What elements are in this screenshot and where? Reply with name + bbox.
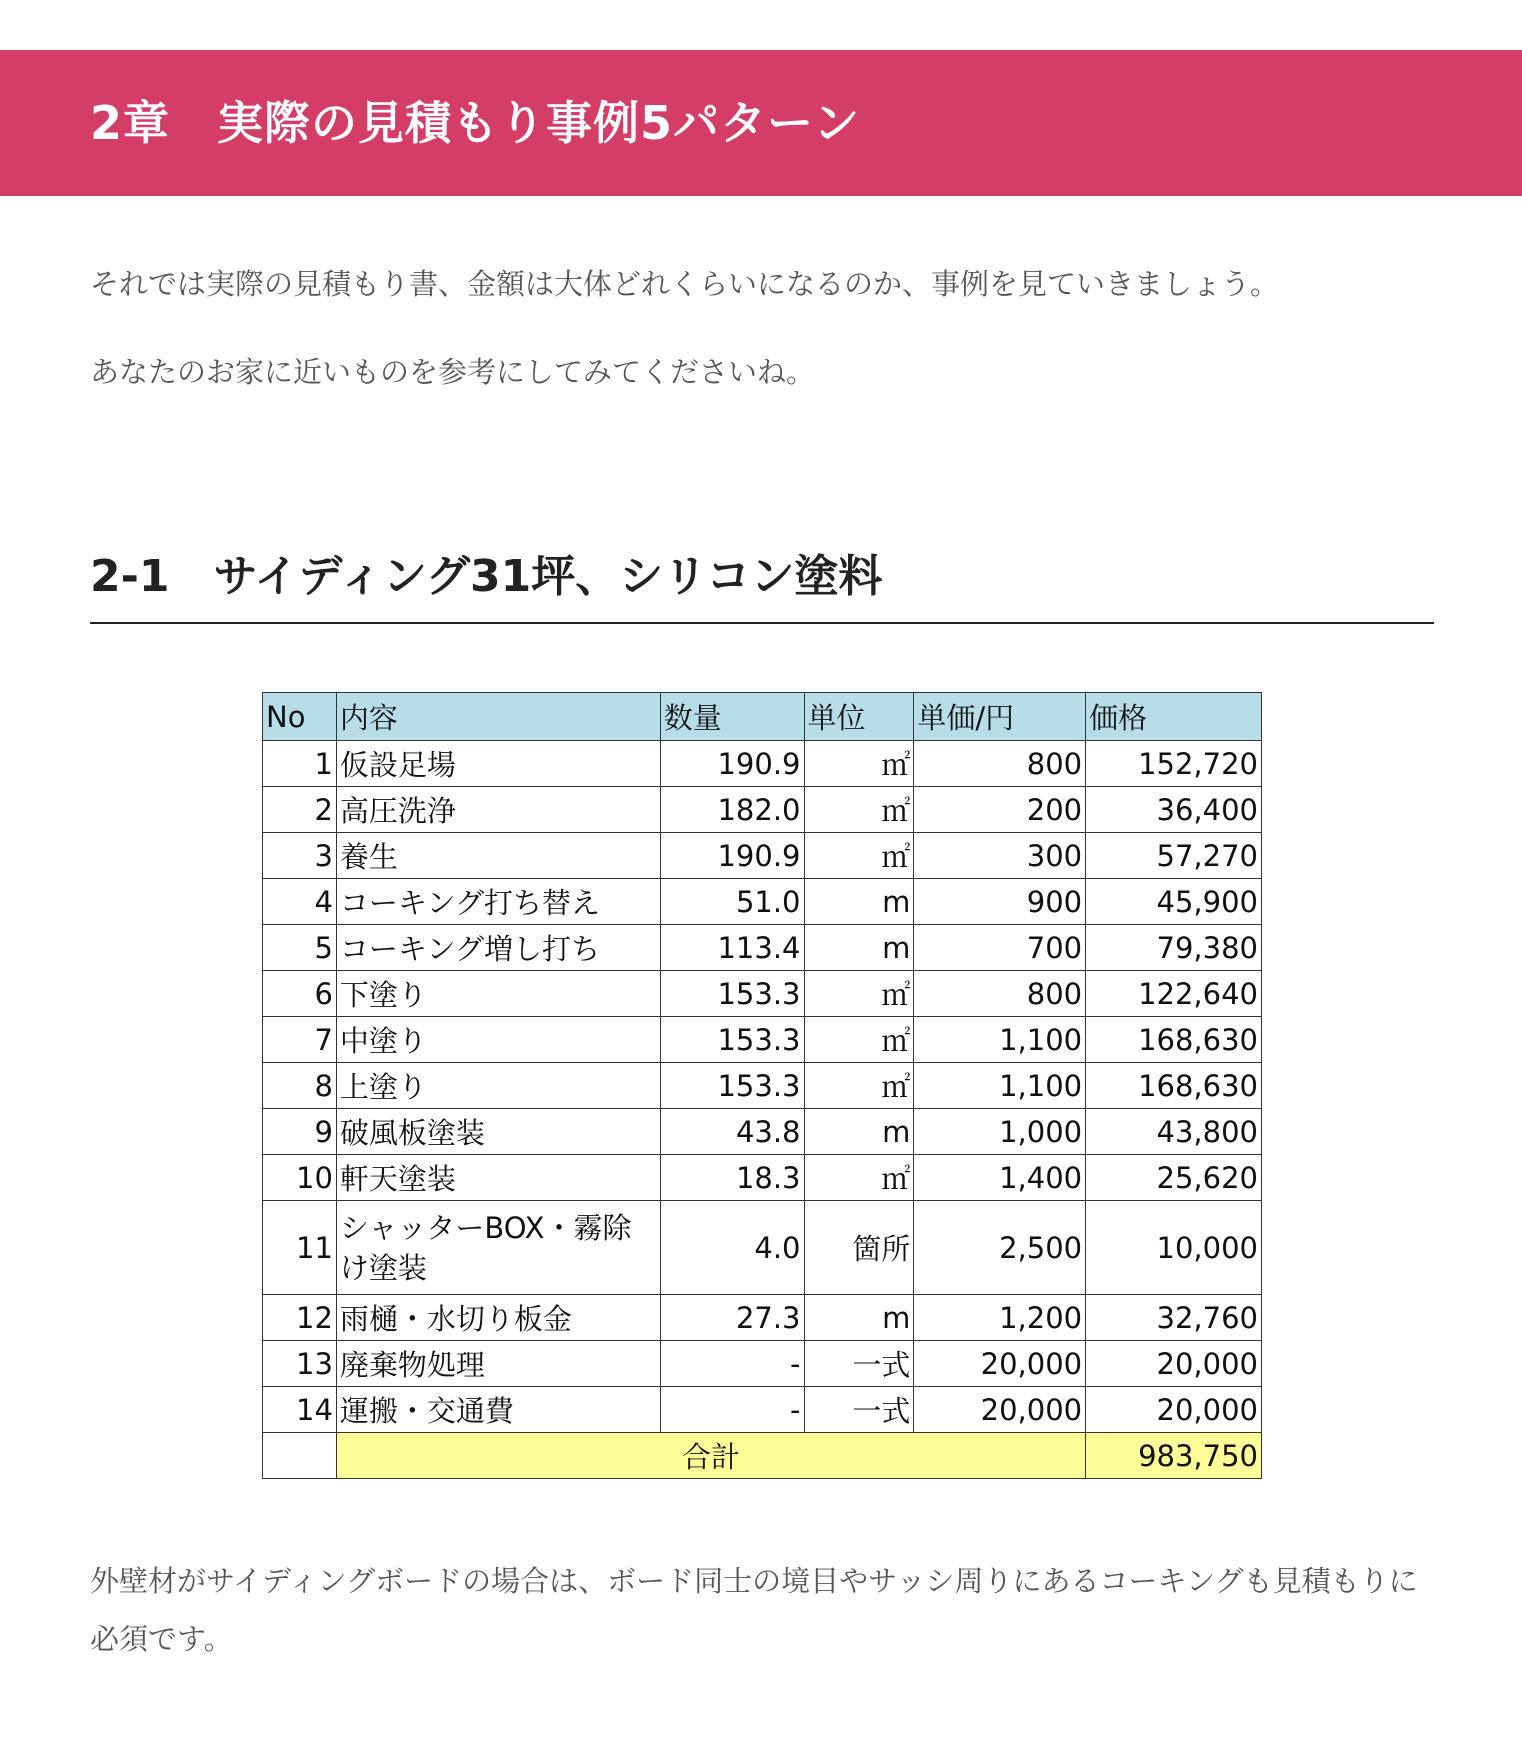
row-unit: ㎡	[804, 1017, 914, 1063]
table-row	[263, 1017, 1262, 1063]
row-quantity: 51.0	[660, 879, 804, 925]
table-row	[263, 1295, 1262, 1341]
row-unit: m	[804, 925, 914, 971]
row-content: 下塗り	[336, 971, 660, 1017]
row-unit: ㎡	[804, 741, 914, 787]
row-unit: ㎡	[804, 971, 914, 1017]
table-row	[263, 1341, 1262, 1387]
row-unit-price: 1,100	[914, 1063, 1086, 1109]
table-row	[263, 1387, 1262, 1433]
row-price: 43,800	[1086, 1109, 1262, 1155]
note-paragraph: 外壁材がサイディングボードの場合は、ボード同士の境目やサッシ周りにあるコーキングも見積もりに必須です。	[90, 1564, 1418, 1656]
header-content: 内容	[336, 693, 660, 741]
row-unit-price: 200	[914, 787, 1086, 833]
header-unit-price: 単価/円	[914, 693, 1086, 741]
row-content: 中塗り	[336, 1017, 660, 1063]
row-no: 7	[263, 1017, 337, 1063]
row-quantity: 113.4	[660, 925, 804, 971]
row-unit-price: 700	[914, 925, 1086, 971]
row-unit: ㎡	[804, 833, 914, 879]
row-no: 3	[263, 833, 337, 879]
row-unit: ㎡	[804, 1063, 914, 1109]
row-quantity: 153.3	[660, 971, 804, 1017]
row-no: 13	[263, 1341, 337, 1387]
row-unit: 一式	[804, 1341, 914, 1387]
row-unit-price: 800	[914, 971, 1086, 1017]
row-quantity: -	[660, 1387, 804, 1433]
table-header-row	[263, 693, 1262, 741]
header-quantity: 数量	[660, 693, 804, 741]
row-content: 廃棄物処理	[336, 1341, 660, 1387]
row-no: 12	[263, 1295, 337, 1341]
row-unit: 一式	[804, 1387, 914, 1433]
chapter-banner	[0, 50, 1522, 196]
row-quantity: 4.0	[660, 1201, 804, 1295]
intro-paragraph-1: それでは実際の見積もり書、金額は大体どれくらいになるのか、事例を見ていきましょう。	[90, 267, 1280, 301]
row-quantity: 153.3	[660, 1017, 804, 1063]
row-unit-price: 900	[914, 879, 1086, 925]
total-label: 合計	[336, 1433, 1085, 1479]
row-no: 1	[263, 741, 337, 787]
table-total-row	[263, 1433, 1262, 1479]
row-no: 5	[263, 925, 337, 971]
header-unit: 単位	[804, 693, 914, 741]
row-content: 上塗り	[336, 1063, 660, 1109]
row-unit: ㎡	[804, 787, 914, 833]
row-no: 6	[263, 971, 337, 1017]
row-unit: 箇所	[804, 1201, 914, 1295]
row-content: 運搬・交通費	[336, 1387, 660, 1433]
row-quantity: 18.3	[660, 1155, 804, 1201]
table-row	[263, 1063, 1262, 1109]
chapter-title: 2章 実際の見積もり事例5パターン	[90, 96, 861, 150]
total-blank-cell	[263, 1433, 337, 1479]
row-price: 152,720	[1086, 741, 1262, 787]
row-unit-price: 800	[914, 741, 1086, 787]
row-unit: m	[804, 1109, 914, 1155]
table-row	[263, 879, 1262, 925]
row-unit: ㎡	[804, 1155, 914, 1201]
row-price: 57,270	[1086, 833, 1262, 879]
table-row	[263, 1201, 1262, 1295]
row-price: 122,640	[1086, 971, 1262, 1017]
row-price: 168,630	[1086, 1017, 1262, 1063]
row-content: 仮設足場	[336, 741, 660, 787]
intro-paragraph-2: あなたのお家に近いものを参考にしてみてくださいね。	[90, 355, 816, 389]
row-quantity: 43.8	[660, 1109, 804, 1155]
row-content: コーキング打ち替え	[336, 879, 660, 925]
table-row	[263, 741, 1262, 787]
row-price: 168,630	[1086, 1063, 1262, 1109]
row-quantity: 153.3	[660, 1063, 804, 1109]
row-no: 9	[263, 1109, 337, 1155]
row-unit-price: 1,200	[914, 1295, 1086, 1341]
table-row	[263, 925, 1262, 971]
row-no: 2	[263, 787, 337, 833]
row-content: 軒天塗装	[336, 1155, 660, 1201]
row-content: 高圧洗浄	[336, 787, 660, 833]
row-unit-price: 1,000	[914, 1109, 1086, 1155]
row-unit: m	[804, 1295, 914, 1341]
row-price: 45,900	[1086, 879, 1262, 925]
row-content: 雨樋・水切り板金	[336, 1295, 660, 1341]
row-content: 破風板塗装	[336, 1109, 660, 1155]
row-no: 8	[263, 1063, 337, 1109]
row-price: 79,380	[1086, 925, 1262, 971]
row-price: 32,760	[1086, 1295, 1262, 1341]
row-quantity: -	[660, 1341, 804, 1387]
total-value: 983,750	[1086, 1433, 1262, 1479]
header-price: 価格	[1086, 693, 1262, 741]
table-row	[263, 1109, 1262, 1155]
row-price: 20,000	[1086, 1387, 1262, 1433]
row-price: 10,000	[1086, 1201, 1262, 1295]
table-row	[263, 1155, 1262, 1201]
estimate-table	[262, 692, 1262, 1479]
section-title: 2-1 サイディング31坪、シリコン塗料	[90, 551, 883, 602]
table-row	[263, 833, 1262, 879]
table-row	[263, 971, 1262, 1017]
row-no: 11	[263, 1201, 337, 1295]
row-no: 10	[263, 1155, 337, 1201]
row-unit-price: 1,400	[914, 1155, 1086, 1201]
row-no: 4	[263, 879, 337, 925]
row-quantity: 190.9	[660, 741, 804, 787]
row-content: 養生	[336, 833, 660, 879]
header-no: No	[263, 693, 337, 741]
row-price: 25,620	[1086, 1155, 1262, 1201]
row-quantity: 182.0	[660, 787, 804, 833]
row-unit-price: 20,000	[914, 1387, 1086, 1433]
row-unit: m	[804, 879, 914, 925]
row-price: 36,400	[1086, 787, 1262, 833]
row-content: シャッターBOX・霧除け塗装	[336, 1201, 660, 1295]
row-quantity: 190.9	[660, 833, 804, 879]
section-divider	[90, 622, 1434, 624]
row-unit-price: 20,000	[914, 1341, 1086, 1387]
row-price: 20,000	[1086, 1341, 1262, 1387]
row-unit-price: 300	[914, 833, 1086, 879]
row-unit-price: 2,500	[914, 1201, 1086, 1295]
row-quantity: 27.3	[660, 1295, 804, 1341]
table-row	[263, 787, 1262, 833]
row-content: コーキング増し打ち	[336, 925, 660, 971]
row-unit-price: 1,100	[914, 1017, 1086, 1063]
row-no: 14	[263, 1387, 337, 1433]
